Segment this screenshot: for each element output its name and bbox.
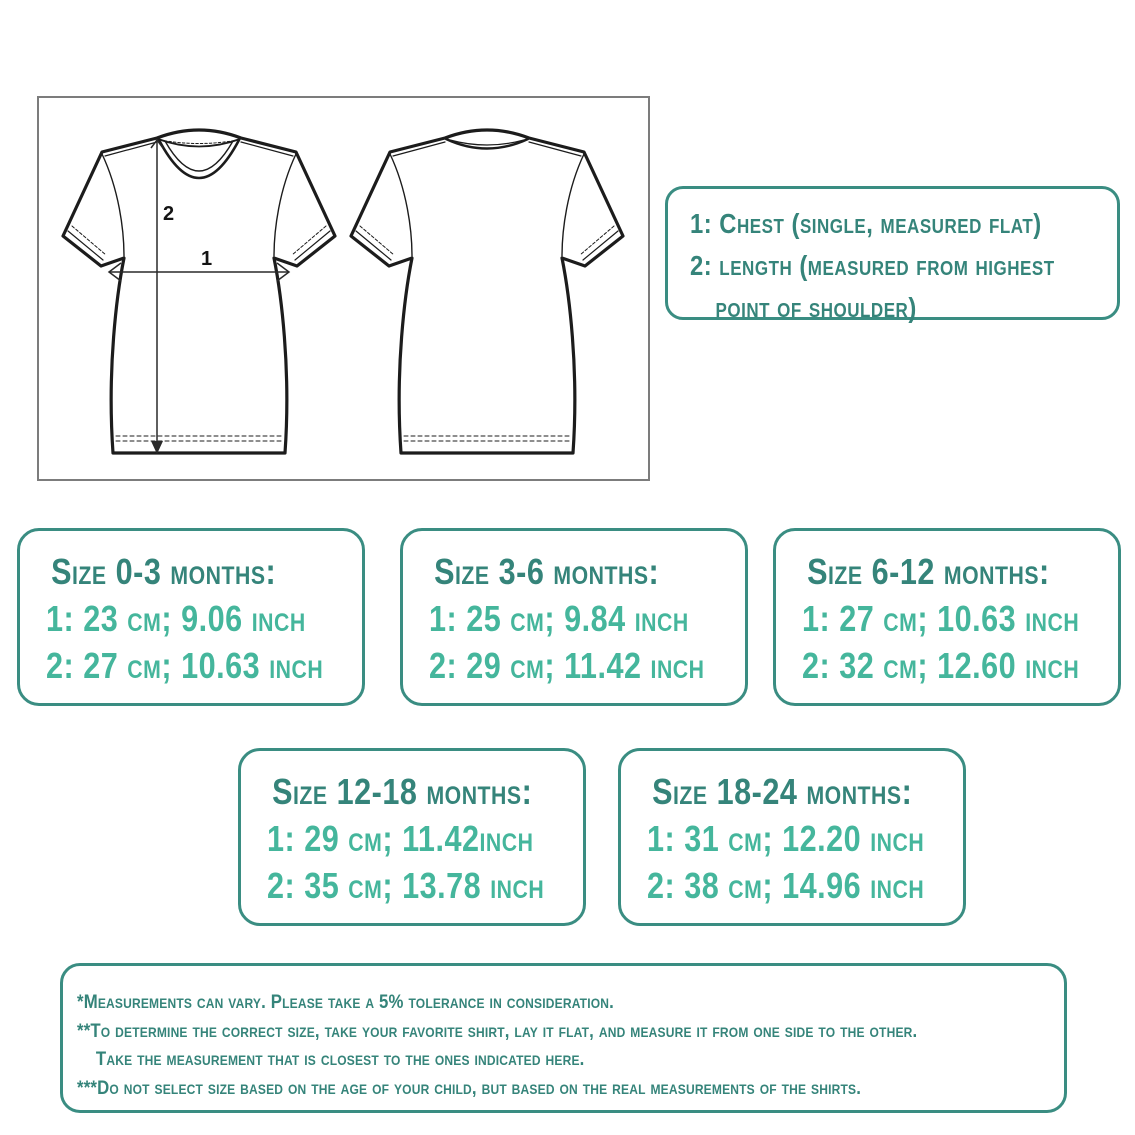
size-length-value: 2: 29 cm; 11.42 inch [429, 645, 705, 686]
legend-line-length-cont: point of shoulder) [715, 292, 917, 323]
size-chest-value: 1: 25 cm; 9.84 inch [429, 598, 689, 639]
size-card-12-18-months [238, 748, 586, 926]
measurement-legend [665, 186, 1120, 323]
size-chest-value: 1: 29 cm; 11.42inch [267, 818, 534, 859]
size-length-value: 2: 38 cm; 14.96 inch [647, 865, 925, 906]
size-chest-value: 1: 31 cm; 12.20 inch [647, 818, 925, 859]
chest-measure-label: 1 [201, 248, 213, 270]
size-chest-value: 1: 27 cm; 10.63 inch [802, 598, 1080, 639]
note-how-to-measure: **To determine the correct size, take your favorite shirt, lay it flat, and measure it from one side to the other. [77, 1019, 918, 1042]
size-length-value: 2: 27 cm; 10.63 inch [46, 645, 324, 686]
size-title: Size 18-24 months: [652, 771, 913, 812]
size-length-value: 2: 35 cm; 13.78 inch [267, 865, 545, 906]
tshirt-diagram-panel [37, 96, 650, 481]
legend-line-chest: 1: Chest (single, measured flat) [690, 208, 1042, 239]
size-title: Size 12-18 months: [272, 771, 533, 812]
size-title: Size 0-3 months: [51, 551, 277, 592]
note-age-warning: ***Do not select size based on the age of your child, but based on the real measurements of the shirts. [77, 1076, 862, 1099]
size-card-0-3-months [17, 528, 365, 706]
tshirt-front-back-drawing [39, 98, 648, 479]
size-title: Size 6-12 months: [807, 551, 1050, 592]
size-chest-value: 1: 23 cm; 9.06 inch [46, 598, 306, 639]
legend-line-length: 2: length (measured from highest [690, 250, 1055, 281]
note-tolerance: *Measurements can vary. Please take a 5% tolerance in consideration. [77, 991, 614, 1013]
length-measure-label: 2 [163, 203, 175, 225]
size-card-6-12-months [773, 528, 1121, 706]
size-card-18-24-months [618, 748, 966, 926]
size-title: Size 3-6 months: [434, 551, 660, 592]
size-length-value: 2: 32 cm; 12.60 inch [802, 645, 1080, 686]
note-how-to-measure-cont: Take the measurement that is closest to the ones indicated here. [95, 1048, 585, 1070]
size-card-3-6-months [400, 528, 748, 706]
measurement-notes [60, 963, 1067, 1113]
